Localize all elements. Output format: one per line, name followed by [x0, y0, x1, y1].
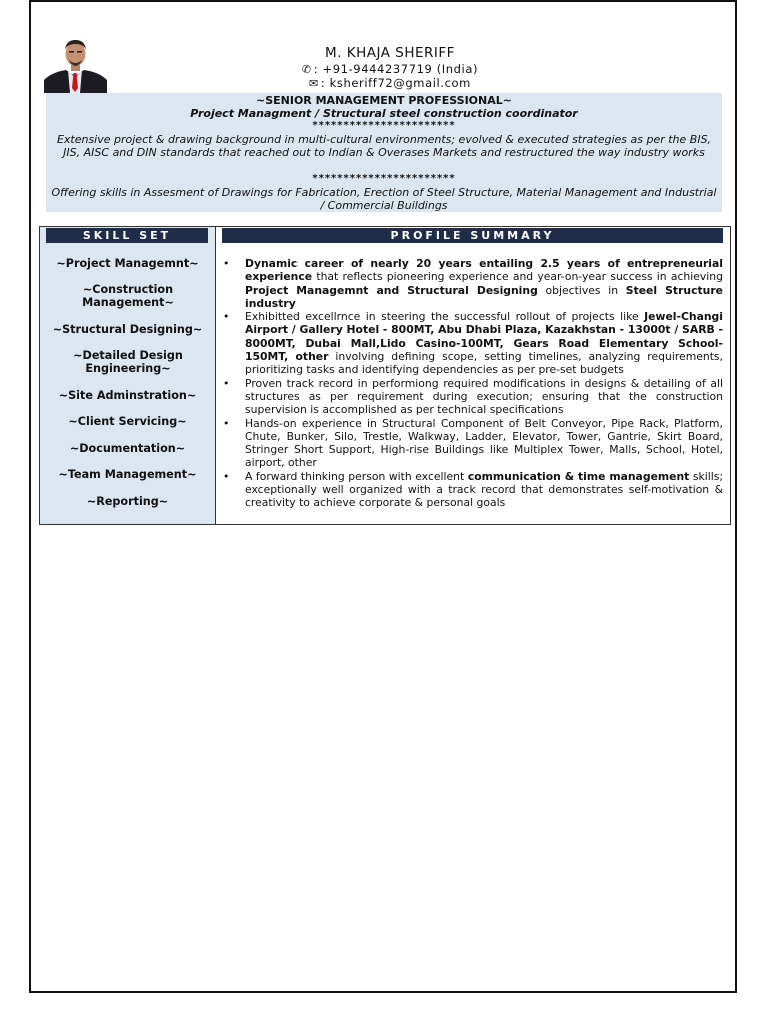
summary-box [46, 93, 722, 212]
phone-number: +91-9444237719 (India) [322, 62, 479, 76]
summary-paragraph-2: Offering skills in Assesment of Drawings for Fabrication, Erection of Steel Structure, Material Management and Industrial / Commercial Buildings [51, 186, 717, 212]
subtitle: Project Managment / Structural steel construction coordinator [190, 107, 578, 120]
skill-item: ~Client Servicing~ [68, 415, 187, 428]
skill-item: ~Project Managemnt~ [56, 257, 199, 270]
bullet-icon: • [223, 257, 230, 270]
skill-column [40, 227, 216, 524]
profile-list [223, 257, 723, 510]
profile-summary-heading: PROFILE SUMMARY [222, 228, 723, 243]
skill-item: ~Documentation~ [69, 442, 186, 455]
skill-set-heading: SKILL SET [46, 228, 208, 243]
skill-item: ~Site Adminstration~ [58, 389, 197, 402]
skill-item: ~Detailed Design Engineering~ [73, 349, 183, 375]
profile-item: • A forward thinking person with excellent communication & time management skills; exceptionally well organized with a track record that demonstrates self-motivation & creativity to achieve corporate & personal goals [223, 469, 723, 510]
profile-photo [44, 36, 107, 93]
profile-item: • Exhibitted excellrnce in steering the successful rollout of projects like Jewel-Changi Airport / Gallery Hotel - 800MT, Abu Dhabi Plaza, Kazakhstan - 13000t / SARB - 8000MT, Dubai Mall,Lido Casino-100MT, Gears Road Elementary School-150MT, other involving defining scope, setting timelines, analyzing requirements, prioritizing tasks and identifying dependencies as per pre-set budgets [223, 310, 723, 377]
phone-icon: ✆ [301, 63, 312, 76]
stars-divider: *********************** [312, 120, 456, 131]
skill-item: ~Construction Management~ [82, 283, 174, 309]
bullet-icon: • [223, 376, 230, 390]
skill-item: ~Structural Designing~ [52, 323, 203, 336]
skill-item: ~Reporting~ [86, 495, 169, 508]
candidate-name: M. KHAJA SHERIFF [325, 45, 455, 61]
email-line: ✉ : ksheriff72@gmail.com [309, 76, 471, 90]
email-address[interactable]: ksheriff72@gmail.com [329, 76, 471, 90]
bullet-icon: • [223, 416, 230, 430]
bullet-icon: • [223, 310, 230, 324]
main-table [39, 226, 731, 525]
phone-line: ✆ : +91-9444237719 (India) [301, 62, 479, 76]
skill-item: ~Team Management~ [58, 468, 197, 481]
headline: ~SENIOR MANAGEMENT PROFESSIONAL~ [256, 94, 512, 107]
profile-item: • Dynamic career of nearly 20 years entailing 2.5 years of entrepreneurial experience that reflects pioneering experience and year-on-year success in achieving Project Managemnt and Structural Designing objectives in Steel Structure industry [223, 257, 723, 310]
stars-divider: *********************** [312, 173, 456, 184]
envelope-icon: ✉ [309, 77, 319, 90]
summary-paragraph-1: Extensive project & drawing background in multi-cultural environments; evolved & executed strategies as per the BIS, JIS, AISC and DIN standards that reached out to Indian & Overases Markets and restructured the way industry works [56, 133, 712, 159]
bullet-icon: • [223, 469, 230, 483]
profile-item: • Hands-on experience in Structural Component of Belt Conveyor, Pipe Rack, Platform, Chute, Bunker, Silo, Trestle, Walkway, Ladder, Elevator, Tower, Gantrie, Skirt Board, Stringer Short Support, High-rise Buildings like Multiplex Tower, Malls, School, Hotel, airport, other [223, 416, 723, 470]
profile-item: • Proven track record in performiong required modifications in designs & detailing of all structures as per requirement during execution; ensuring that the construction supervision is accomplished as per technical specifications [223, 376, 723, 417]
